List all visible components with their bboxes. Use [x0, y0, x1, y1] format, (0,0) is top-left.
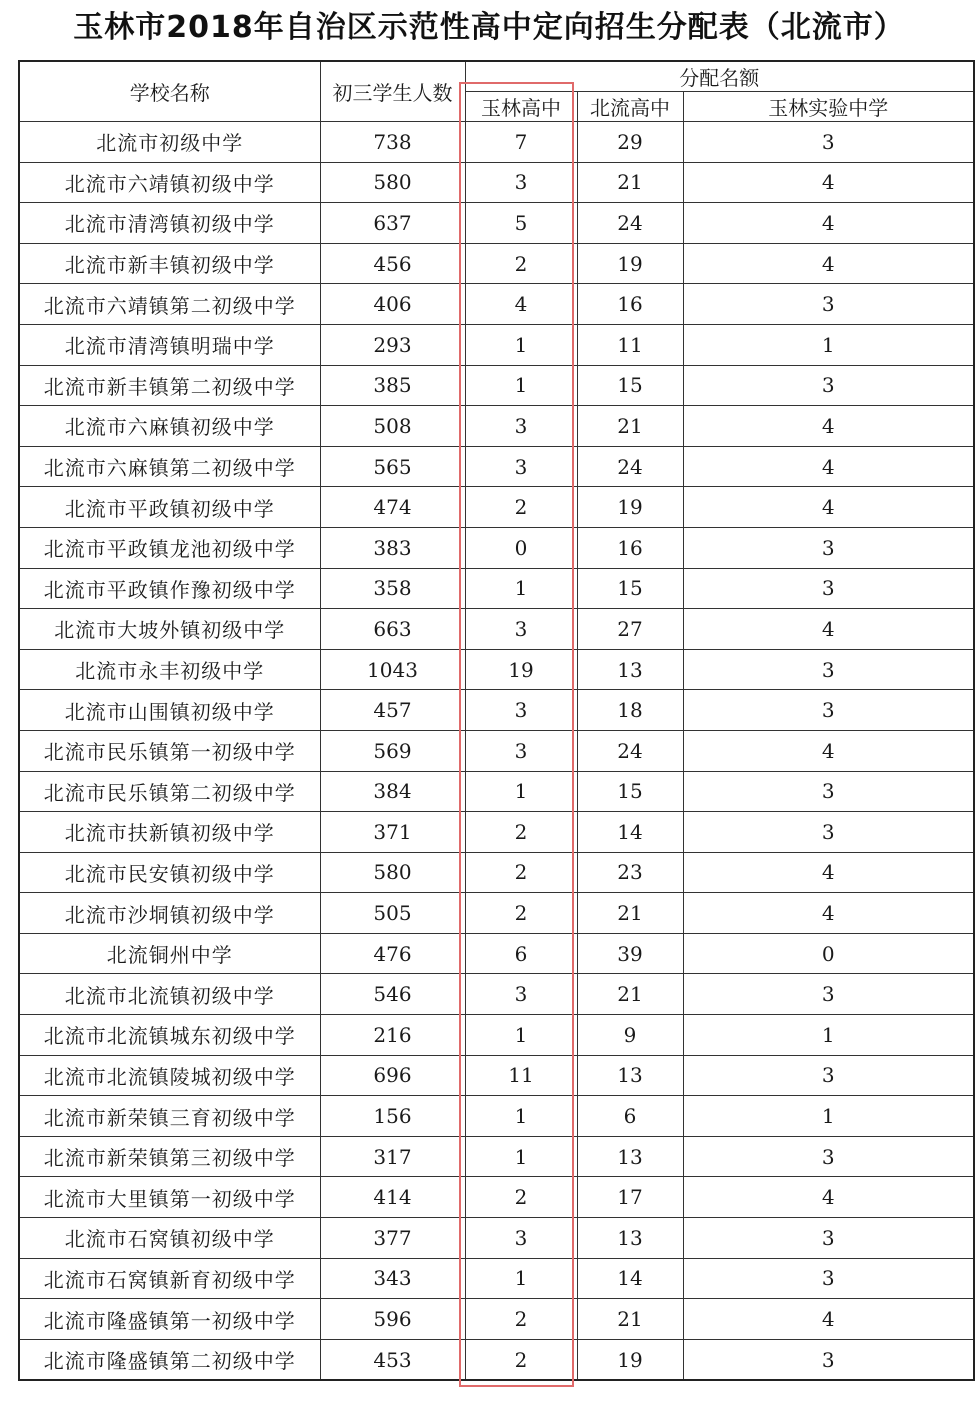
yulin-experimental-cell: 3 [683, 974, 974, 1015]
school-name-cell: 北流市新荣镇第三初级中学 [19, 1136, 320, 1177]
school-name-cell: 北流市大里镇第一初级中学 [19, 1177, 320, 1218]
yulin-high-cell: 1 [465, 1015, 577, 1056]
student-count-cell: 637 [320, 203, 465, 244]
yulin-high-cell: 1 [465, 365, 577, 406]
student-count-cell: 406 [320, 284, 465, 325]
beiliu-high-cell: 15 [577, 771, 683, 812]
student-count-cell: 505 [320, 893, 465, 934]
yulin-experimental-cell: 3 [683, 649, 974, 690]
school-name-cell: 北流市民乐镇第一初级中学 [19, 730, 320, 771]
yulin-experimental-cell: 3 [683, 1136, 974, 1177]
school-name-cell: 北流市北流镇初级中学 [19, 974, 320, 1015]
school-name-cell: 北流市平政镇龙池初级中学 [19, 527, 320, 568]
beiliu-high-cell: 18 [577, 690, 683, 731]
yulin-experimental-cell: 4 [683, 609, 974, 650]
student-count-cell: 569 [320, 730, 465, 771]
beiliu-high-cell: 13 [577, 649, 683, 690]
header-school-name: 学校名称 [19, 61, 320, 122]
yulin-experimental-cell: 4 [683, 730, 974, 771]
school-name-cell: 北流市民安镇初级中学 [19, 852, 320, 893]
table-row [19, 893, 974, 934]
student-count-cell: 317 [320, 1136, 465, 1177]
table-row [19, 1096, 974, 1137]
student-count-cell: 383 [320, 527, 465, 568]
student-count-cell: 414 [320, 1177, 465, 1218]
page-title: 玉林市2018年自治区示范性高中定向招生分配表（北流市） [73, 10, 905, 45]
yulin-high-cell: 2 [465, 852, 577, 893]
yulin-high-cell: 1 [465, 771, 577, 812]
school-name-cell: 北流市扶新镇初级中学 [19, 812, 320, 853]
beiliu-high-cell: 19 [577, 487, 683, 528]
yulin-experimental-cell: 3 [683, 1055, 974, 1096]
student-count-cell: 546 [320, 974, 465, 1015]
beiliu-high-cell: 24 [577, 730, 683, 771]
yulin-high-cell: 4 [465, 284, 577, 325]
yulin-high-cell: 3 [465, 690, 577, 731]
school-name-cell: 北流市隆盛镇第二初级中学 [19, 1339, 320, 1380]
yulin-experimental-cell: 4 [683, 852, 974, 893]
yulin-high-cell: 3 [465, 730, 577, 771]
yulin-experimental-cell: 3 [683, 812, 974, 853]
school-name-cell: 北流市北流镇陵城初级中学 [19, 1055, 320, 1096]
yulin-experimental-cell: 4 [683, 1299, 974, 1340]
table-row [19, 1299, 974, 1340]
yulin-experimental-cell: 3 [683, 527, 974, 568]
table-row [19, 1218, 974, 1259]
school-name-cell: 北流市六靖镇第二初级中学 [19, 284, 320, 325]
table-row [19, 1258, 974, 1299]
student-count-cell: 738 [320, 122, 465, 163]
yulin-experimental-cell: 1 [683, 324, 974, 365]
table-row [19, 649, 974, 690]
student-count-cell: 474 [320, 487, 465, 528]
beiliu-high-cell: 23 [577, 852, 683, 893]
yulin-high-cell: 3 [465, 974, 577, 1015]
header-beiliu-high: 北流高中 [577, 92, 683, 122]
student-count-cell: 384 [320, 771, 465, 812]
student-count-cell: 377 [320, 1218, 465, 1259]
yulin-experimental-cell: 4 [683, 446, 974, 487]
table-row [19, 812, 974, 853]
table-row [19, 324, 974, 365]
yulin-experimental-cell: 4 [683, 162, 974, 203]
school-name-cell: 北流市初级中学 [19, 122, 320, 163]
yulin-experimental-cell: 3 [683, 568, 974, 609]
beiliu-high-cell: 16 [577, 284, 683, 325]
yulin-high-cell: 3 [465, 446, 577, 487]
school-name-cell: 北流市大坡外镇初级中学 [19, 609, 320, 650]
table-row [19, 974, 974, 1015]
table-row [19, 690, 974, 731]
yulin-high-cell: 2 [465, 1299, 577, 1340]
school-name-cell: 北流市清湾镇明瑞中学 [19, 324, 320, 365]
yulin-experimental-cell: 4 [683, 406, 974, 447]
school-name-cell: 北流市六靖镇初级中学 [19, 162, 320, 203]
yulin-experimental-cell: 3 [683, 365, 974, 406]
beiliu-high-cell: 21 [577, 893, 683, 934]
school-name-cell: 北流市清湾镇初级中学 [19, 203, 320, 244]
table-row [19, 852, 974, 893]
yulin-high-cell: 2 [465, 487, 577, 528]
yulin-experimental-cell: 3 [683, 284, 974, 325]
table-row [19, 527, 974, 568]
yulin-high-cell: 0 [465, 527, 577, 568]
header-student-count: 初三学生人数 [320, 61, 465, 122]
header-yulin-experimental: 玉林实验中学 [683, 92, 974, 122]
table-row [19, 487, 974, 528]
beiliu-high-cell: 16 [577, 527, 683, 568]
yulin-experimental-cell: 4 [683, 487, 974, 528]
yulin-high-cell: 2 [465, 1177, 577, 1218]
yulin-high-cell: 1 [465, 1096, 577, 1137]
school-name-cell: 北流市平政镇初级中学 [19, 487, 320, 528]
student-count-cell: 385 [320, 365, 465, 406]
student-count-cell: 456 [320, 243, 465, 284]
table-row [19, 162, 974, 203]
school-name-cell: 北流市隆盛镇第一初级中学 [19, 1299, 320, 1340]
table-row [19, 243, 974, 284]
beiliu-high-cell: 14 [577, 1258, 683, 1299]
yulin-high-cell: 1 [465, 1136, 577, 1177]
yulin-experimental-cell: 4 [683, 1177, 974, 1218]
yulin-experimental-cell: 4 [683, 243, 974, 284]
yulin-high-cell: 11 [465, 1055, 577, 1096]
yulin-high-cell: 3 [465, 609, 577, 650]
table-row [19, 122, 974, 163]
student-count-cell: 453 [320, 1339, 465, 1380]
beiliu-high-cell: 21 [577, 1299, 683, 1340]
table-row [19, 730, 974, 771]
beiliu-high-cell: 13 [577, 1218, 683, 1259]
beiliu-high-cell: 21 [577, 974, 683, 1015]
student-count-cell: 565 [320, 446, 465, 487]
school-name-cell: 北流市新荣镇三育初级中学 [19, 1096, 320, 1137]
yulin-high-cell: 1 [465, 568, 577, 609]
school-name-cell: 北流市永丰初级中学 [19, 649, 320, 690]
beiliu-high-cell: 15 [577, 568, 683, 609]
yulin-experimental-cell: 3 [683, 771, 974, 812]
yulin-high-cell: 5 [465, 203, 577, 244]
allocation-table [18, 60, 975, 1381]
student-count-cell: 293 [320, 324, 465, 365]
yulin-high-cell: 2 [465, 812, 577, 853]
table-row [19, 1015, 974, 1056]
student-count-cell: 371 [320, 812, 465, 853]
beiliu-high-cell: 21 [577, 162, 683, 203]
yulin-high-cell: 7 [465, 122, 577, 163]
beiliu-high-cell: 17 [577, 1177, 683, 1218]
school-name-cell: 北流铜州中学 [19, 933, 320, 974]
header-yulin-high: 玉林高中 [465, 92, 577, 122]
student-count-cell: 216 [320, 1015, 465, 1056]
student-count-cell: 358 [320, 568, 465, 609]
school-name-cell: 北流市民乐镇第二初级中学 [19, 771, 320, 812]
beiliu-high-cell: 21 [577, 406, 683, 447]
header-allocation: 分配名额 [465, 61, 974, 92]
beiliu-high-cell: 24 [577, 203, 683, 244]
table-row [19, 284, 974, 325]
yulin-high-cell: 19 [465, 649, 577, 690]
school-name-cell: 北流市石窝镇初级中学 [19, 1218, 320, 1259]
table-row [19, 1055, 974, 1096]
student-count-cell: 457 [320, 690, 465, 731]
school-name-cell: 北流市石窝镇新育初级中学 [19, 1258, 320, 1299]
table-row [19, 1339, 974, 1380]
beiliu-high-cell: 13 [577, 1136, 683, 1177]
yulin-experimental-cell: 3 [683, 1339, 974, 1380]
table-row [19, 1136, 974, 1177]
school-name-cell: 北流市平政镇作豫初级中学 [19, 568, 320, 609]
beiliu-high-cell: 13 [577, 1055, 683, 1096]
beiliu-high-cell: 11 [577, 324, 683, 365]
yulin-high-cell: 2 [465, 1339, 577, 1380]
yulin-experimental-cell: 4 [683, 893, 974, 934]
student-count-cell: 156 [320, 1096, 465, 1137]
table-body [19, 122, 974, 1381]
yulin-high-cell: 1 [465, 1258, 577, 1299]
yulin-experimental-cell: 3 [683, 690, 974, 731]
table-row [19, 1177, 974, 1218]
yulin-experimental-cell: 3 [683, 1218, 974, 1259]
school-name-cell: 北流市山围镇初级中学 [19, 690, 320, 731]
yulin-high-cell: 2 [465, 893, 577, 934]
table-row [19, 365, 974, 406]
school-name-cell: 北流市新丰镇初级中学 [19, 243, 320, 284]
beiliu-high-cell: 9 [577, 1015, 683, 1056]
table-row [19, 933, 974, 974]
student-count-cell: 476 [320, 933, 465, 974]
table-row [19, 771, 974, 812]
student-count-cell: 596 [320, 1299, 465, 1340]
table-row [19, 446, 974, 487]
student-count-cell: 663 [320, 609, 465, 650]
school-name-cell: 北流市新丰镇第二初级中学 [19, 365, 320, 406]
student-count-cell: 1043 [320, 649, 465, 690]
yulin-high-cell: 3 [465, 162, 577, 203]
student-count-cell: 508 [320, 406, 465, 447]
yulin-high-cell: 1 [465, 324, 577, 365]
yulin-experimental-cell: 0 [683, 933, 974, 974]
school-name-cell: 北流市六麻镇初级中学 [19, 406, 320, 447]
yulin-experimental-cell: 3 [683, 1258, 974, 1299]
yulin-high-cell: 2 [465, 243, 577, 284]
yulin-experimental-cell: 4 [683, 203, 974, 244]
beiliu-high-cell: 39 [577, 933, 683, 974]
yulin-high-cell: 3 [465, 1218, 577, 1259]
school-name-cell: 北流市北流镇城东初级中学 [19, 1015, 320, 1056]
student-count-cell: 580 [320, 162, 465, 203]
table-row [19, 609, 974, 650]
beiliu-high-cell: 19 [577, 243, 683, 284]
table-header [19, 61, 974, 122]
student-count-cell: 580 [320, 852, 465, 893]
yulin-high-cell: 3 [465, 406, 577, 447]
yulin-experimental-cell: 1 [683, 1096, 974, 1137]
beiliu-high-cell: 24 [577, 446, 683, 487]
student-count-cell: 343 [320, 1258, 465, 1299]
table-row [19, 203, 974, 244]
beiliu-high-cell: 27 [577, 609, 683, 650]
beiliu-high-cell: 14 [577, 812, 683, 853]
yulin-experimental-cell: 3 [683, 122, 974, 163]
table-row [19, 568, 974, 609]
table-row [19, 406, 974, 447]
beiliu-high-cell: 29 [577, 122, 683, 163]
beiliu-high-cell: 6 [577, 1096, 683, 1137]
yulin-high-cell: 6 [465, 933, 577, 974]
yulin-experimental-cell: 1 [683, 1015, 974, 1056]
student-count-cell: 696 [320, 1055, 465, 1096]
beiliu-high-cell: 15 [577, 365, 683, 406]
school-name-cell: 北流市沙垌镇初级中学 [19, 893, 320, 934]
school-name-cell: 北流市六麻镇第二初级中学 [19, 446, 320, 487]
beiliu-high-cell: 19 [577, 1339, 683, 1380]
